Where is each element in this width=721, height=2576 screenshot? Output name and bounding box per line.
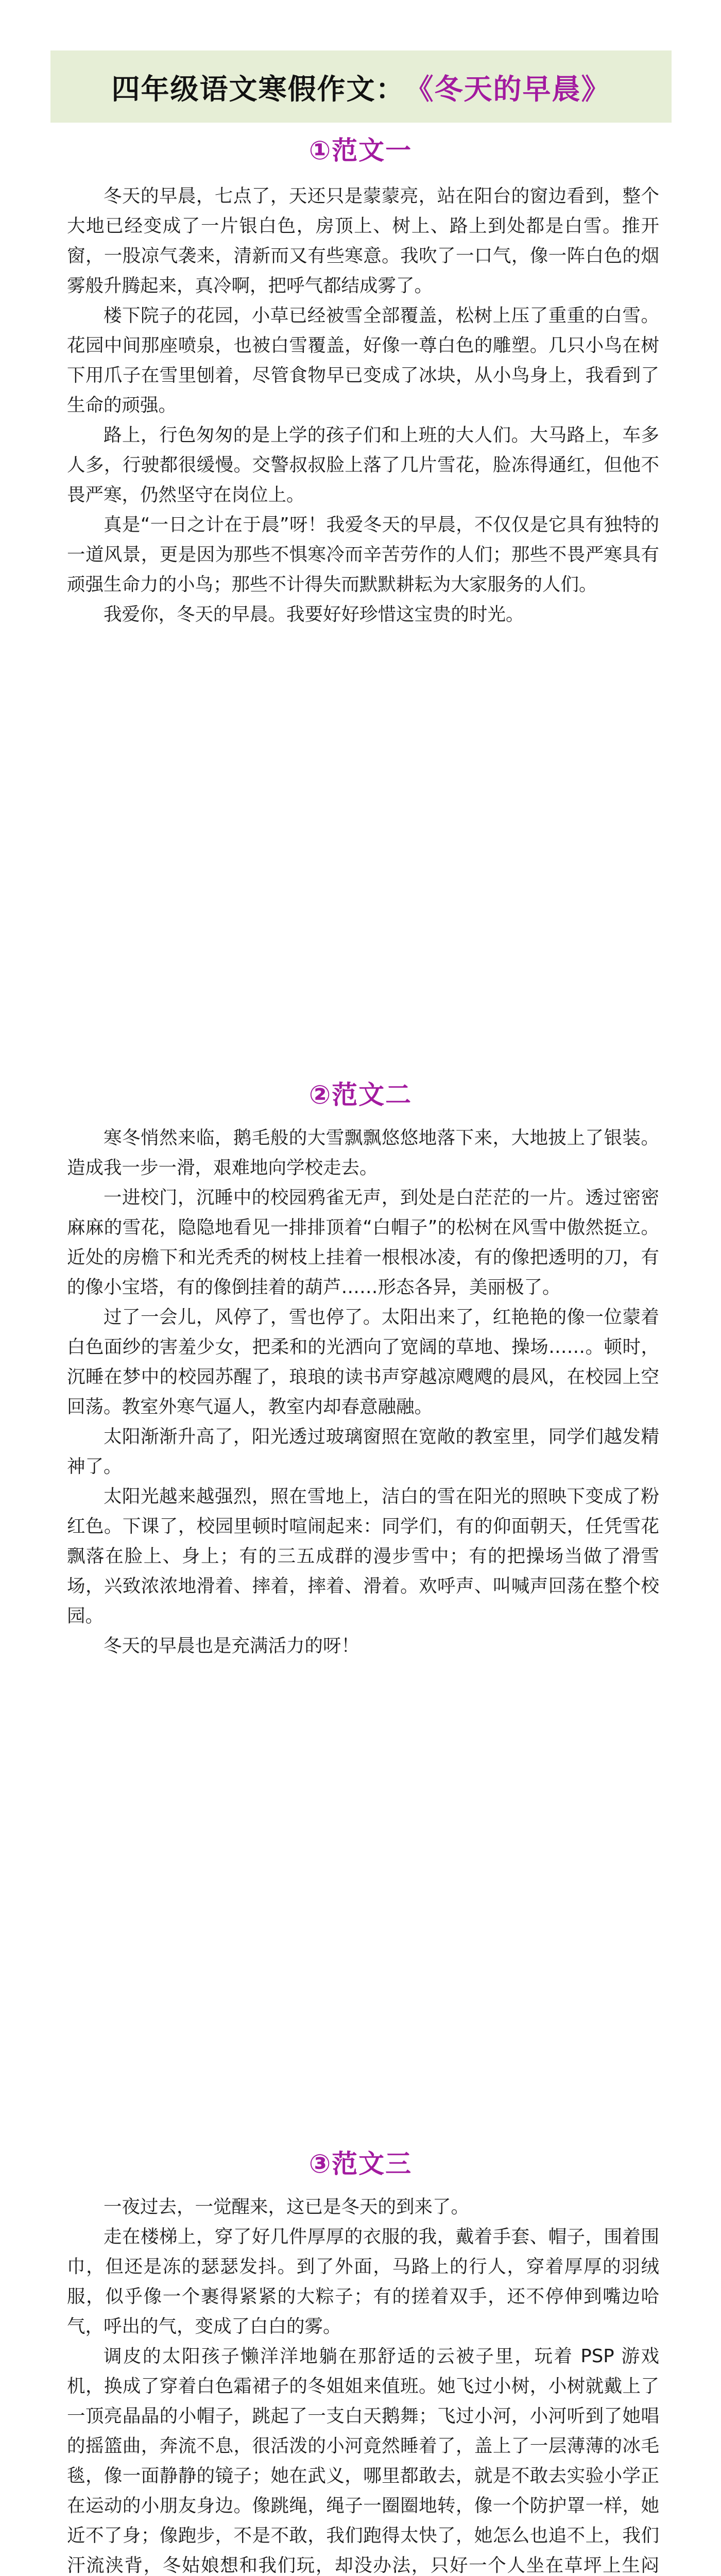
essay-2-body <box>67 1123 659 1661</box>
title-prefix: 四年级语文寒假作文： <box>111 72 405 106</box>
essay-3-paragraph-1: 一夜过去，一觉醒来，这已是冬天的到来了。 <box>104 2196 470 2217</box>
essay-3-body <box>67 2192 659 2576</box>
essay-3-paragraph-2: 走在楼梯上，穿了好几件厚厚的衣服的我，戴着手套、帽子，围着围巾，但还是冻的瑟瑟发抖。到了外面，马路上的行人，穿着厚厚的羽绒服，似乎像一个裹得紧紧的大粽子；有的搓着双手，还不停伸到嘴边哈气，呼出的气，变成了白白的雾。 <box>67 2226 659 2337</box>
essay-1-heading: ①范文一 <box>308 135 413 165</box>
title-highlight: 《冬天的早晨》 <box>405 72 611 106</box>
essay-2-paragraph-6: 冬天的早晨也是充满活力的呀！ <box>104 1635 360 1656</box>
essay-2-paragraph-3: 过了一会儿，风停了，雪也停了。太阳出来了，红艳艳的像一位蒙着白色面纱的害羞少女，把柔和的光洒向了宽阔的草地、操场……。顿时，沉睡在梦中的校园苏醒了，琅琅的读书声穿越凉飕飕的晨风，在校园上空回荡。教室外寒气逼人，教室内却春意融融。 <box>67 1307 659 1417</box>
essay-1-paragraph-1: 冬天的早晨，七点了，天还只是蒙蒙亮，站在阳台的窗边看到，整个大地已经变成了一片银白色，房顶上、树上、路上到处都是白雪。推开窗，一股凉气袭来，清新而又有些寒意。我吹了一口气，像一阵白色的烟雾般升腾起来，真冷啊，把呼气都结成雾了。 <box>67 185 659 296</box>
essay-2-paragraph-4: 太阳渐渐升高了，阳光透过玻璃窗照在宽敞的教室里，同学们越发精神了。 <box>67 1426 659 1477</box>
title-banner <box>50 50 672 123</box>
essay-1-paragraph-5: 我爱你，冬天的早晨。我要好好珍惜这宝贵的时光。 <box>104 604 524 625</box>
essay-3-paragraph-3: 调皮的太阳孩子懒洋洋地躺在那舒适的云被子里，玩着 PSP 游戏机，换成了穿着白色霜裙子的冬姐姐来值班。她飞过小树，小树就戴上了一顶亮晶晶的小帽子，跳起了一支白天鹅舞；飞过小河，小河听到了她唱的摇篮曲，奔流不息，很活泼的小河竟然睡着了，盖上了一层薄薄的冰毛毯，像一面静静的镜子；她在武义，哪里都敢去，就是不敢去实验小学正在运动的小朋友身边。像跳绳，绳子一圈圈地转，像一个防护罩一样，她近不了身；像跑步，不是不敢，我们跑得太快了，她怎么也追不上，我们汗流浃背，冬姑娘想和我们玩，却没办法，只好一个人坐在草坪上生闷 <box>67 2346 659 2576</box>
essay-1-body <box>67 181 659 630</box>
essay-2-paragraph-1: 寒冬悄然来临，鹅毛般的大雪飘飘悠悠地落下来，大地披上了银装。造成我一步一滑，艰难地向学校走去。 <box>67 1127 659 1178</box>
essay-1-paragraph-2: 楼下院子的花园，小草已经被雪全部覆盖，松树上压了重重的白雪。花园中间那座喷泉，也被白雪覆盖，好像一尊白色的雕塑。几只小鸟在树下用爪子在雪里刨着，尽管食物早已变成了冰块，从小鸟身上，我看到了生命的顽强。 <box>67 305 659 416</box>
essay-3-heading: ③范文三 <box>308 2149 413 2179</box>
essay-2-paragraph-5: 太阳光越来越强烈，照在雪地上，洁白的雪在阳光的照映下变成了粉红色。下课了，校园里顿时喧闹起来：同学们，有的仰面朝天，任凭雪花飘落在脸上、身上；有的三五成群的漫步雪中；有的把操场当做了滑雪场，兴致浓浓地滑着、摔着，摔着、滑着。欢呼声、叫喊声回荡在整个校园。 <box>67 1486 659 1626</box>
essay-2-heading: ②范文二 <box>308 1080 413 1110</box>
essay-1-paragraph-4: 真是“一日之计在于晨”呀！我爱冬天的早晨，不仅仅是它具有独特的一道风景，更是因为那些不惧寒冷而辛苦劳作的人们；那些不畏严寒具有顽强生命力的小鸟；那些不计得失而默默耕耘为大家服务的人们。 <box>67 514 659 595</box>
essay-2-paragraph-2: 一进校门，沉睡中的校园鸦雀无声，到处是白茫茫的一片。透过密密麻麻的雪花，隐隐地看见一排排顶着“白帽子”的松树在风雪中傲然挺立。近处的房檐下和光秃秃的树枝上挂着一根根冰凌，有的像把透明的刀，有的像小宝塔，有的像倒挂着的葫芦……形态各异，美丽极了。 <box>67 1187 659 1298</box>
essay-1-paragraph-3: 路上，行色匆匆的是上学的孩子们和上班的大人们。大马路上，车多人多，行驶都很缓慢。交警叔叔脸上落了几片雪花，脸冻得通红，但他不畏严寒，仍然坚守在岗位上。 <box>67 425 659 505</box>
